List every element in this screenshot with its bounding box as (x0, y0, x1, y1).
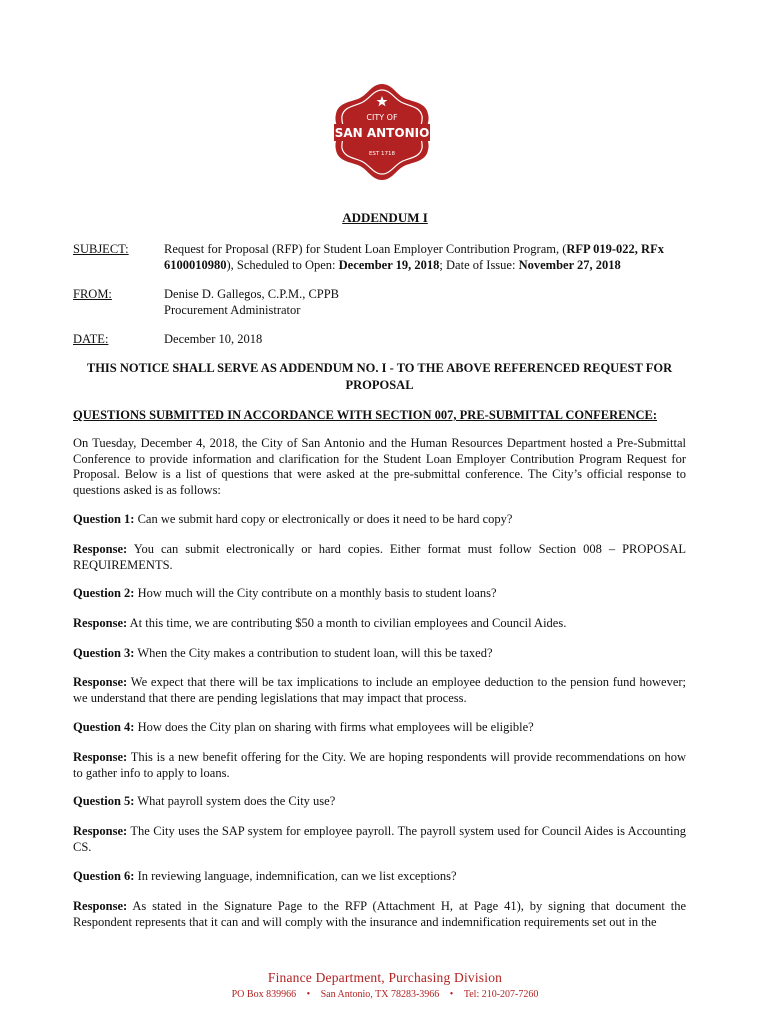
footer-department: Finance Department, Purchasing Division (267, 970, 503, 985)
from-name: Denise D. Gallegos, C.P.M., CPPB (164, 287, 340, 301)
subject-row (73, 241, 686, 275)
subject-value: Request for Proposal (RFP) for Student Loan Employer Contribution Program, (RFP 019-022, RFx 6100010980), Scheduled to Open: December 19, 2018; Date of Issue: November 27, 2018 (164, 242, 664, 272)
response-1: Response: You can submit electronically or hard copies. Either format must follow Section 008 – PROPOSAL REQUIREMENTS. (73, 542, 686, 572)
logo-line3: EST 1718 (368, 151, 396, 157)
question-6: Question 6: In reviewing language, indemnification, can we list exceptions? (73, 869, 457, 883)
date-label: DATE: (73, 332, 109, 346)
response-2: Response: At this time, we are contributing $50 a month to civilian employees and Council Aides. (73, 616, 567, 630)
question-2: Question 2: How much will the City contribute on a monthly basis to student loans? (73, 586, 497, 600)
footer-address (0, 989, 770, 1000)
city-seal-logo (330, 80, 434, 184)
footer-separator: • (449, 989, 454, 1000)
footer-po-box: PO Box 839966 (231, 989, 297, 1000)
question-3: Question 3: When the City makes a contribution to student loan, will this be taxed? (73, 646, 493, 660)
from-row (73, 286, 686, 320)
logo-line2: SAN ANTONIO (334, 126, 430, 140)
date-row (73, 331, 686, 349)
footer-separator: • (306, 989, 311, 1000)
city-seal-icon (330, 80, 434, 184)
question-5: Question 5: What payroll system does the City use? (73, 794, 336, 808)
response-3: Response: We expect that there will be tax implications to include an employee deduction to the pension fund however; we understand that there are pending legislations that may impact that process. (73, 675, 687, 705)
response-5: Response: The City uses the SAP system for employee payroll. The payroll system used for Council Aides is Accounting CS. (73, 824, 687, 854)
footer-city: San Antonio, TX 78283-3966 (320, 989, 440, 1000)
response-4: Response: This is a new benefit offering for the City. We are hoping respondents will provide recommendations on how to gather info to apply to loans. (73, 750, 686, 780)
section-heading: QUESTIONS SUBMITTED IN ACCORDANCE WITH SECTION 007, PRE-SUBMITTAL CONFERENCE: (73, 408, 658, 422)
subject-label: SUBJECT: (73, 242, 129, 256)
intro-paragraph: On Tuesday, December 4, 2018, the City of San Antonio and the Human Resources Department hosted a Pre-Submittal Conference to provide information and clarification for the Student Loan Employer Contribution Program Request for Proposal. Below is a list of questions that were asked at the pre-submittal conference. The City’s official response to questions asked is as follows: (73, 436, 686, 497)
response-6: Response: As stated in the Signature Page to the RFP (Attachment H, at Page 41), by signing that document the Respondent represents that it can and will comply with the insurance and indemnification requirements set out in the (73, 899, 686, 929)
question-1: Question 1: Can we submit hard copy or electronically or does it need to be hard copy? (73, 512, 513, 526)
from-title: Procurement Administrator (164, 303, 301, 317)
date-value: December 10, 2018 (164, 332, 263, 346)
from-label: FROM: (73, 287, 112, 301)
footer-tel: Tel: 210-207-7260 (463, 989, 539, 1000)
document-title: ADDENDUM I (342, 210, 428, 225)
logo-line1: CITY OF (366, 113, 398, 122)
question-4: Question 4: How does the City plan on sharing with firms what employees will be eligible? (73, 720, 534, 734)
addendum-notice: THIS NOTICE SHALL SERVE AS ADDENDUM NO. I - TO THE ABOVE REFERENCED REQUEST FOR PROPOSAL (86, 361, 673, 392)
from-value (164, 286, 686, 318)
